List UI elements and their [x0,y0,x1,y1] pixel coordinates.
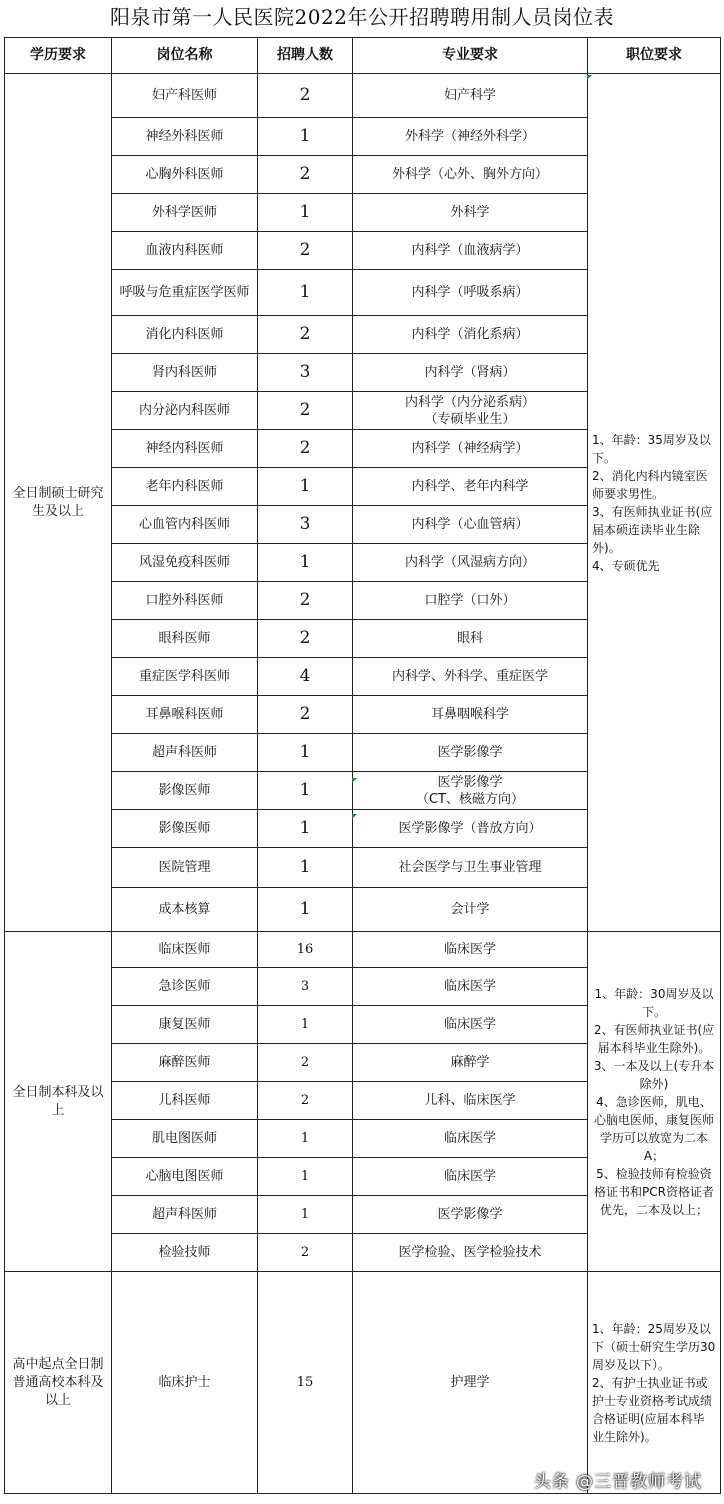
cell-marker [352,778,357,783]
major-cell: 会计学 [353,888,588,932]
position-cell: 康复医师 [112,1006,258,1044]
position-cell: 急诊医师 [112,968,258,1006]
major-cell: 临床医学 [353,968,588,1006]
major-cell: 医学影像学 （CT、核磁方向） [353,772,588,810]
cell-marker [587,75,592,80]
major-cell: 医学影像学 [353,1196,588,1234]
major-cell: 内科学（心血管病） [353,506,588,544]
count-cell: 2 [258,1044,353,1082]
major-cell: 内科学（消化系病） [353,316,588,354]
major-cell: 麻醉学 [353,1044,588,1082]
position-cell: 检验技师 [112,1234,258,1272]
count-cell: 2 [258,1234,353,1272]
position-cell: 麻醉医师 [112,1044,258,1082]
count-cell: 16 [258,932,353,968]
major-cell: 外科学（神经外科学） [353,118,588,156]
major-cell: 内科学（内分泌系病） （专硕毕业生） [353,392,588,430]
position-cell: 影像医师 [112,772,258,810]
position-cell: 呼吸与危重症医学医师 [112,270,258,316]
count-cell: 4 [258,658,353,696]
position-cell: 临床医师 [112,932,258,968]
header-position: 岗位名称 [112,38,258,74]
education-cell: 全日制硕士研究生及以上 [5,74,112,932]
count-cell: 3 [258,968,353,1006]
count-cell: 2 [258,74,353,118]
major-cell: 外科学 [353,194,588,232]
major-cell: 内科学（呼吸系病） [353,270,588,316]
count-cell: 1 [258,734,353,772]
position-cell: 重症医学科医师 [112,658,258,696]
major-cell: 医学影像学（普放方向） [353,810,588,848]
major-cell: 耳鼻咽喉科学 [353,696,588,734]
count-cell: 2 [258,1082,353,1120]
position-cell: 超声科医师 [112,734,258,772]
major-cell: 临床医学 [353,932,588,968]
major-cell: 内科学、外科学、重症医学 [353,658,588,696]
major-cell: 护理学 [353,1272,588,1494]
position-cell: 风湿免疫科医师 [112,544,258,582]
position-cell: 超声科医师 [112,1196,258,1234]
count-cell: 2 [258,696,353,734]
count-cell: 3 [258,354,353,392]
major-cell: 内科学（血液病学） [353,232,588,270]
count-cell: 1 [258,118,353,156]
header-requirements: 职位要求 [588,38,721,74]
header-row [5,38,721,74]
education-cell: 全日制本科及以上 [5,932,112,1272]
major-cell: 临床医学 [353,1158,588,1196]
count-cell: 1 [258,810,353,848]
major-cell: 社会医学与卫生事业管理 [353,848,588,888]
major-cell: 内科学（神经病学） [353,430,588,468]
position-cell: 口腔外科医师 [112,582,258,620]
table-row [5,932,721,968]
count-cell: 15 [258,1272,353,1494]
position-cell: 影像医师 [112,810,258,848]
position-cell: 肌电图医师 [112,1120,258,1158]
major-cell: 临床医学 [353,1120,588,1158]
count-cell: 1 [258,1196,353,1234]
count-cell: 1 [258,772,353,810]
count-cell: 1 [258,194,353,232]
header-education: 学历要求 [5,38,112,74]
count-cell: 1 [258,1158,353,1196]
count-cell: 1 [258,544,353,582]
major-cell: 外科学（心外、胸外方向） [353,156,588,194]
major-cell: 医学影像学 [353,734,588,772]
count-cell: 1 [258,888,353,932]
position-cell: 成本核算 [112,888,258,932]
major-cell: 内科学（风湿病方向） [353,544,588,582]
count-cell: 2 [258,316,353,354]
position-cell: 眼科医师 [112,620,258,658]
education-cell: 高中起点全日制普通高校本科及以上 [5,1272,112,1494]
count-cell: 2 [258,430,353,468]
requirements-cell: 1、年龄：25周岁及以下（硕士研究生学历30周岁及以下）。 2、有护士执业证书或护士专业资格考试成绩合格证明(应届本科毕业生除外)。 [588,1272,721,1494]
header-count: 招聘人数 [258,38,353,74]
position-cell: 妇产科医师 [112,74,258,118]
position-cell: 心胸外科医师 [112,156,258,194]
position-cell: 消化内科医师 [112,316,258,354]
position-cell: 医院管理 [112,848,258,888]
cell-marker [352,814,357,819]
major-cell: 眼科 [353,620,588,658]
header-major: 专业要求 [353,38,588,74]
count-cell: 2 [258,232,353,270]
position-cell: 老年内科医师 [112,468,258,506]
position-cell: 心脑电图医师 [112,1158,258,1196]
count-cell: 3 [258,506,353,544]
major-cell: 内科学、老年内科学 [353,468,588,506]
position-cell: 血液内科医师 [112,232,258,270]
major-cell: 口腔学（口外） [353,582,588,620]
table-body [5,74,721,1494]
count-cell: 2 [258,392,353,430]
position-cell: 临床护士 [112,1272,258,1494]
requirements-cell: 1、年龄：30周岁及以下。 2、有医师执业证书(应届本科毕业生除外)。 3、一本及以上(专升本除外) 4、急诊医师，肌电、心脑电医师，康复医师学历可以放宽为二本A； 5、检验技师有检验资格证书和PCR资格证者优先，二本及以上； [588,932,721,1272]
position-cell: 耳鼻喉科医师 [112,696,258,734]
major-cell: 妇产科学 [353,74,588,118]
count-cell: 1 [258,468,353,506]
table-row [5,1272,721,1494]
major-cell: 医学检验、医学检验技术 [353,1234,588,1272]
position-cell: 肾内科医师 [112,354,258,392]
table-row [5,74,721,118]
count-cell: 2 [258,620,353,658]
position-cell: 内分泌内科医师 [112,392,258,430]
count-cell: 2 [258,582,353,620]
count-cell: 1 [258,1120,353,1158]
position-cell: 儿科医师 [112,1082,258,1120]
position-cell: 神经内科医师 [112,430,258,468]
page-title: 阳泉市第一人民医院2022年公开招聘聘用制人员岗位表 [110,5,614,29]
major-cell: 临床医学 [353,1006,588,1044]
count-cell: 1 [258,270,353,316]
position-cell: 神经外科医师 [112,118,258,156]
major-cell: 内科学（肾病） [353,354,588,392]
requirements-cell: 1、年龄：35周岁及以下。 2、消化内科内镜室医师要求男性。 3、有医师执业证书(应届本硕连读毕业生除外)。 4、专硕优先 [588,74,721,932]
count-cell: 2 [258,156,353,194]
watermark: 头条 @三晋教师考试 [533,1472,702,1492]
count-cell: 1 [258,848,353,888]
count-cell: 1 [258,1006,353,1044]
position-cell: 外科学医师 [112,194,258,232]
major-cell: 儿科、临床医学 [353,1082,588,1120]
position-cell: 心血管内科医师 [112,506,258,544]
positions-table [4,37,721,1494]
